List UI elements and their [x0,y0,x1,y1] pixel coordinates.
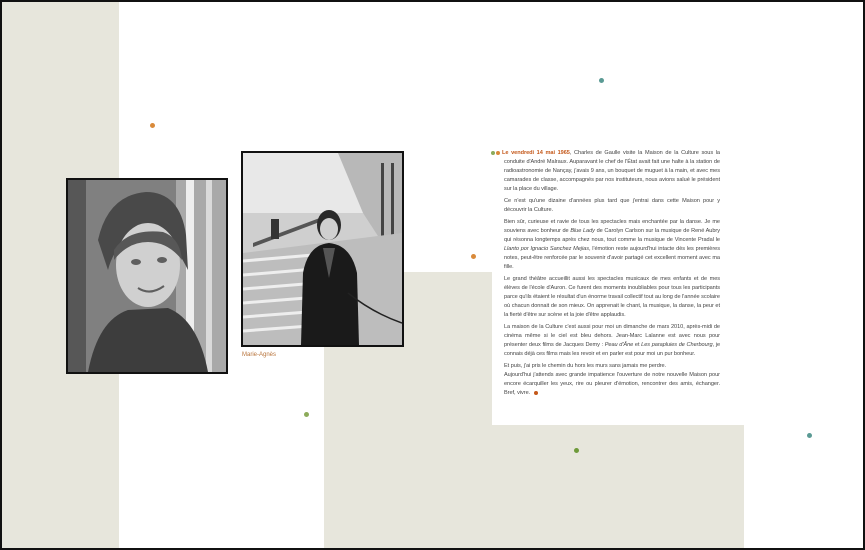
article-paragraph-4: Le grand théâtre accueillit aussi les spectacles musicaux de mes enfants et de mes élèves de l'école d'Auron. Ce furent des moments inoubliables pour tous les participants parce qu'ils étaient le résultat d'un énorme travail collectif tout au long de l'année scolaire où chacun donnait de son mieux. On apprenait le chant, la musique, la danse, la peur et la fierté d'être sur scène et la joie d'être applaudis. [504,276,720,318]
work-title-llanto: Llanto por Ignacio Sanchez Mejias [504,246,589,253]
decor-dot-orange [471,254,476,259]
bullet-dot-green [491,151,495,155]
article-paragraph-2: Ce n'est qu'une dizaine d'années plus tard que j'entrai dans cette Maison pour y découvrir la Culture. [504,198,720,213]
decor-dot-teal [807,433,812,438]
bullet-dot-orange [496,151,500,155]
beige-bottom-block [490,425,744,548]
article-p3-text-a: Bien sûr, curieuse et ravie de tous les spectacles mais enchantée par la danse. Je me souviens avec bonheur de [504,219,720,235]
article-p6-line-1: Et puis, j'ai pris le chemin du hors les murs sans jamais me perdre. [504,363,667,370]
photo-woman-staircase [241,151,404,347]
article-p6-line-2: Aujourd'hui j'attends avec grande impatience l'ouverture de notre nouvelle Maison pour encore écarquiller les yeux, rire ou pleurer d'émotion, rencontrer des amis, échanger. Bref, vivre. [504,372,720,397]
work-title-blue-lady: Blue Lady [570,228,595,235]
article-p3-text-b: de Carolyn Carlson sur la musique de René Aubry qui résonna longtemps après chez nous, tout comme la musique de Vincente Pradal le [504,228,720,244]
photo-portrait-woman [66,178,228,374]
decor-dot-green [304,412,309,417]
article-text [504,149,720,402]
article-p5-text-c: , je connais déjà ces films mais les revoir et en parler est pour moi un pur bonheur. [504,342,721,358]
article-paragraph-3 [504,218,720,271]
portrait-image [68,180,226,372]
article-paragraph-5 [504,323,720,359]
decor-dot-orange [150,123,155,128]
article-p3-text-c: , l'émotion reste aujourd'hui intacte dès les premières notes, peut-être renforcée par le souvenir d'avoir partagé cet excellent moment avec ma fille. [504,246,720,270]
film-title-peau-dane: Peau d'Âne [604,342,634,349]
article-p5-text-a: La maison de la Culture c'est aussi pour moi un dimanche de mars 2010, après-midi de cinéma même si le ciel est bleu dehors. Jean-Marc Lalanne est avec nous pour présenter deux films de Jacques Demy : [504,324,720,349]
decor-dot-green [574,448,579,453]
staircase-image [243,153,402,345]
decor-dot-teal [599,78,604,83]
article-lead: Le vendredi 14 mai 1965 [502,150,570,156]
article-p5-text-b: et [633,342,642,349]
article-paragraph-1 [504,149,720,194]
end-dot-orange [534,391,538,395]
article-paragraph-6 [504,362,720,398]
article-p1-text: , Charles de Gaulle visite la Maison de la Culture sous la conduite d'André Malraux. Auparavant le chef de l'État avait fait une halte à la station de radioastronomie de Nançay, j'avais 9 ans, un bouquet de muguet à la main, et avec mes camarades de classe, accompagnés par nos instituteurs, nous avions salué le président sur la place du village. [504,150,720,192]
photo-caption: Marie-Agnès [242,352,277,358]
film-title-parapluies: Les parapluies de Cherbourg [641,342,713,349]
